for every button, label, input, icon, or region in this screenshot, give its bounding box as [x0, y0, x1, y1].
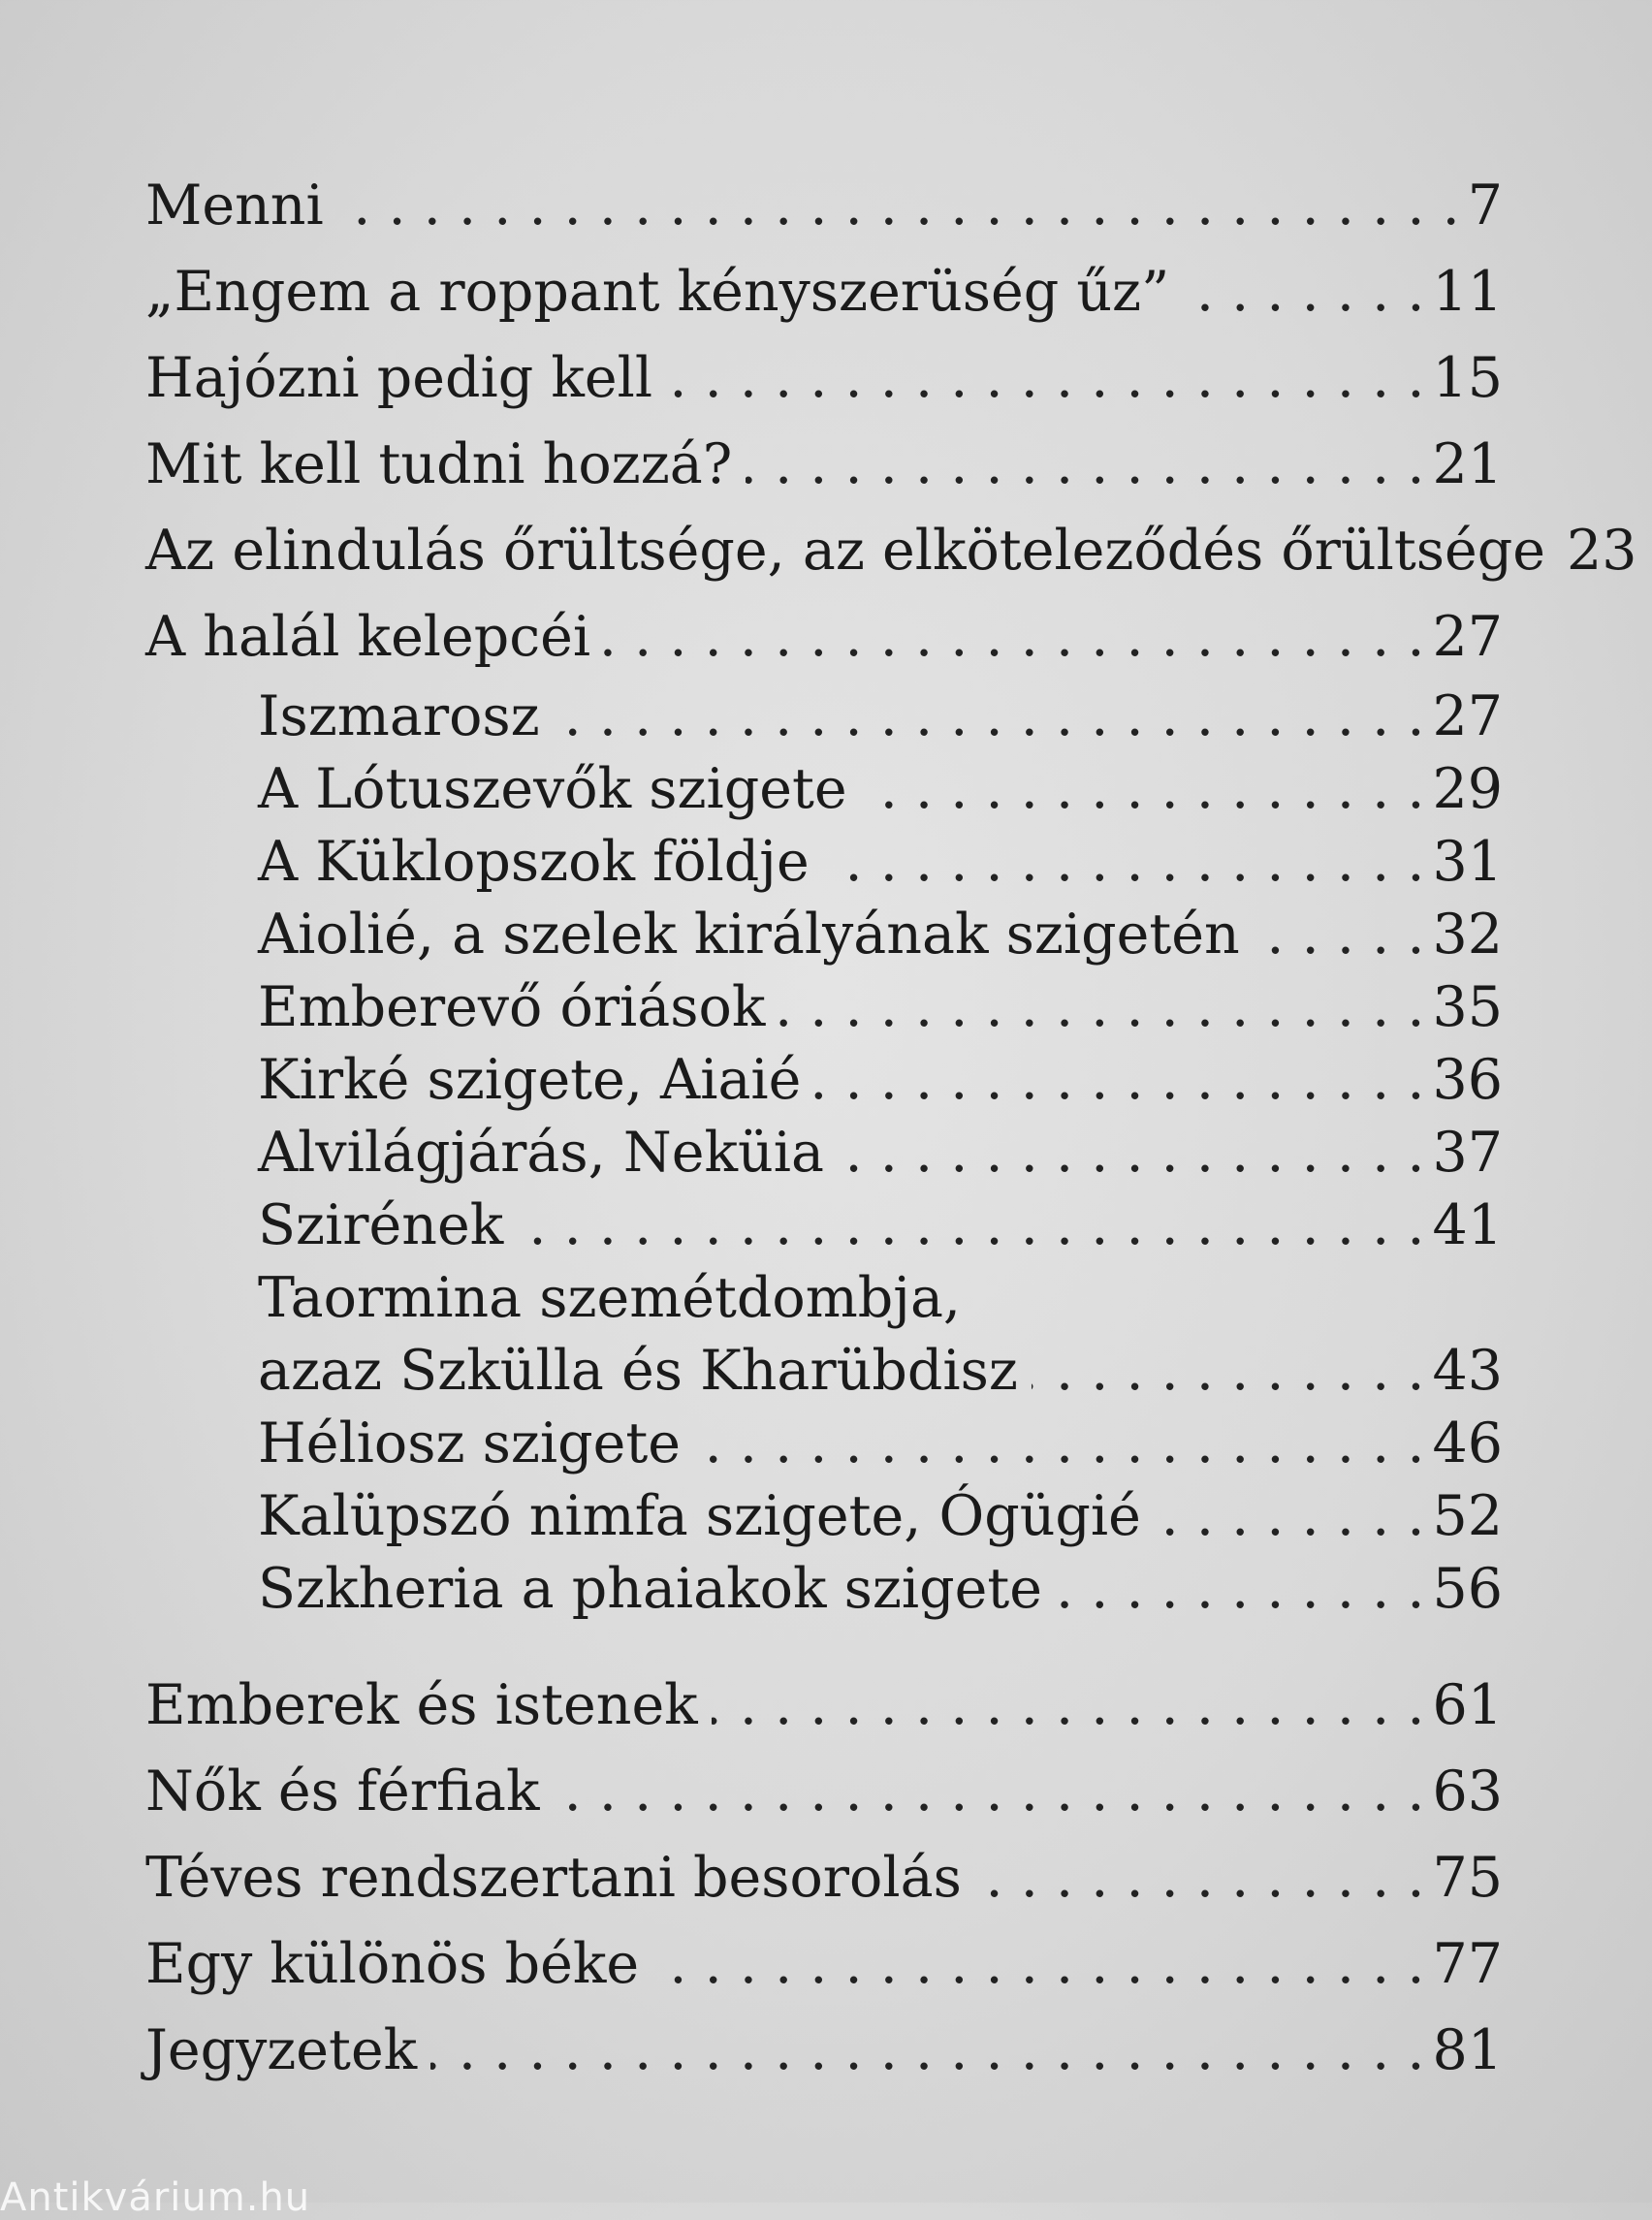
dot-leader — [814, 1044, 1424, 1117]
toc-subentry-title: Alvilágjárás, Neküia — [258, 1121, 824, 1185]
dot-leader — [652, 1921, 1424, 2008]
toc-subentry — [145, 899, 1503, 971]
toc-subentry — [145, 1189, 1503, 1262]
toc-subentry-page: 37 — [1432, 1121, 1503, 1185]
toc-entry-title: Az elindulás őrültsége, az elköteleződés őrültsége — [145, 519, 1545, 583]
toc-entry — [145, 422, 1503, 508]
toc-entry-page: 23 — [1566, 519, 1637, 583]
toc-subentry-title: Emberevő óriások — [258, 975, 766, 1039]
dot-leader — [604, 594, 1424, 681]
toc-entry-title: Hajózni pedig kell — [145, 346, 653, 410]
dot-leader — [666, 335, 1424, 422]
toc-entry-title: Emberek és istenek — [145, 1673, 698, 1737]
dot-leader — [517, 1189, 1424, 1262]
toc-entry-page: 7 — [1467, 174, 1503, 238]
toc-entry-title: A halál kelepcéi — [145, 605, 591, 669]
toc-entry-page: 75 — [1432, 1846, 1503, 1910]
toc-entry-page: 11 — [1432, 260, 1503, 324]
toc-subentry-page: 36 — [1432, 1048, 1503, 1112]
toc-subentry-title: Szkheria a phaiakok szigete — [258, 1557, 1043, 1621]
toc-entry — [145, 594, 1503, 681]
toc-entry-title: Jegyzetek — [145, 2018, 418, 2082]
dot-leader — [554, 1749, 1425, 1835]
toc-subentry-page: 32 — [1432, 903, 1503, 967]
toc-subentry-page: 46 — [1432, 1411, 1503, 1475]
toc-subentry — [145, 971, 1503, 1044]
dot-leader — [746, 422, 1424, 508]
toc-entry-title: „Engem a roppant kényszerüség űz” — [145, 260, 1170, 324]
watermark-text: Antikvárium.hu — [0, 2175, 311, 2220]
toc-entry-page: 77 — [1432, 1932, 1503, 1996]
toc-entry — [145, 1749, 1503, 1835]
toc-subentry-title-line1: Taormina szemétdombja, — [258, 1266, 962, 1330]
toc-subentry-page: 41 — [1432, 1193, 1503, 1257]
toc-subentry — [145, 1480, 1503, 1553]
toc-subentry — [145, 753, 1503, 826]
toc-entry-page: 81 — [1432, 2018, 1503, 2082]
toc-subentry — [145, 826, 1503, 899]
dot-leader — [554, 681, 1425, 753]
toc-entry-title: Egy különös béke — [145, 1932, 640, 1996]
dot-leader — [1056, 1553, 1424, 1626]
toc-subentry — [145, 1408, 1503, 1480]
toc-subentry-line2 — [258, 1335, 1503, 1408]
dot-leader — [861, 753, 1425, 826]
toc-subentry-page: 31 — [1432, 830, 1503, 894]
toc-subentry-title: Szirének — [258, 1193, 504, 1257]
toc-subentry-page: 56 — [1432, 1557, 1503, 1621]
toc-entry-page: 61 — [1432, 1673, 1503, 1737]
toc-entry-page: 21 — [1432, 432, 1503, 496]
toc-entry — [145, 1663, 1503, 1749]
toc-entry — [145, 2008, 1503, 2094]
toc-subentry-title: Kirké szigete, Aiaié — [258, 1048, 802, 1112]
toc-entry — [145, 163, 1503, 249]
toc-subentry-title: Kalüpszó nimfa szigete, Ógügié — [258, 1484, 1141, 1548]
toc-entry — [145, 1921, 1503, 2008]
toc-entry-title: Mit kell tudni hozzá? — [145, 432, 733, 496]
toc-subentry — [145, 1117, 1503, 1189]
toc-subentry-title: Héliosz szigete — [258, 1411, 681, 1475]
dot-leader — [1155, 1480, 1425, 1553]
toc-entry — [145, 249, 1503, 335]
toc-subentry-page: 35 — [1432, 975, 1503, 1039]
toc-subentry-title: A Küklopszok földje — [258, 830, 810, 894]
dot-leader — [430, 2008, 1424, 2094]
toc-entry-title: Téves rendszertani besorolás — [145, 1846, 962, 1910]
dot-leader — [694, 1408, 1424, 1480]
dot-leader — [337, 163, 1460, 249]
toc-subentry — [145, 1044, 1503, 1117]
dot-leader — [1032, 1335, 1425, 1408]
dot-leader — [1183, 249, 1424, 335]
toc-entry-title: Menni — [145, 174, 324, 238]
table-of-contents — [145, 163, 1637, 2094]
toc-entry-page: 15 — [1432, 346, 1503, 410]
toc-entry — [145, 1835, 1503, 1921]
toc-subentry — [145, 1553, 1503, 1626]
toc-subentry-page: 43 — [1432, 1339, 1503, 1403]
dot-leader — [712, 1663, 1425, 1749]
toc-subentry-page: 29 — [1432, 757, 1503, 821]
toc-subentry-title: Iszmarosz — [258, 684, 540, 748]
toc-subentry-title-line2: azaz Szkülla és Kharübdisz — [258, 1339, 1018, 1403]
dot-leader — [975, 1835, 1425, 1921]
toc-subentry-page: 52 — [1432, 1484, 1503, 1548]
dot-leader — [1254, 899, 1425, 971]
toc-subentry — [145, 681, 1503, 753]
toc-entry — [145, 335, 1503, 422]
toc-subentry-title: A Lótuszevők szigete — [258, 757, 847, 821]
toc-entry-page: 27 — [1432, 605, 1503, 669]
dot-leader — [778, 971, 1424, 1044]
dot-leader — [823, 826, 1425, 899]
toc-entry-title: Nők és férfiak — [145, 1760, 540, 1824]
dot-leader — [838, 1117, 1424, 1189]
toc-entry-page: 63 — [1432, 1760, 1503, 1824]
toc-entry — [145, 508, 1637, 594]
toc-subentry-page: 27 — [1432, 684, 1503, 748]
toc-subentry-title: Aiolié, a szelek királyának szigetén — [258, 903, 1240, 967]
toc-subentry — [145, 1262, 1503, 1408]
